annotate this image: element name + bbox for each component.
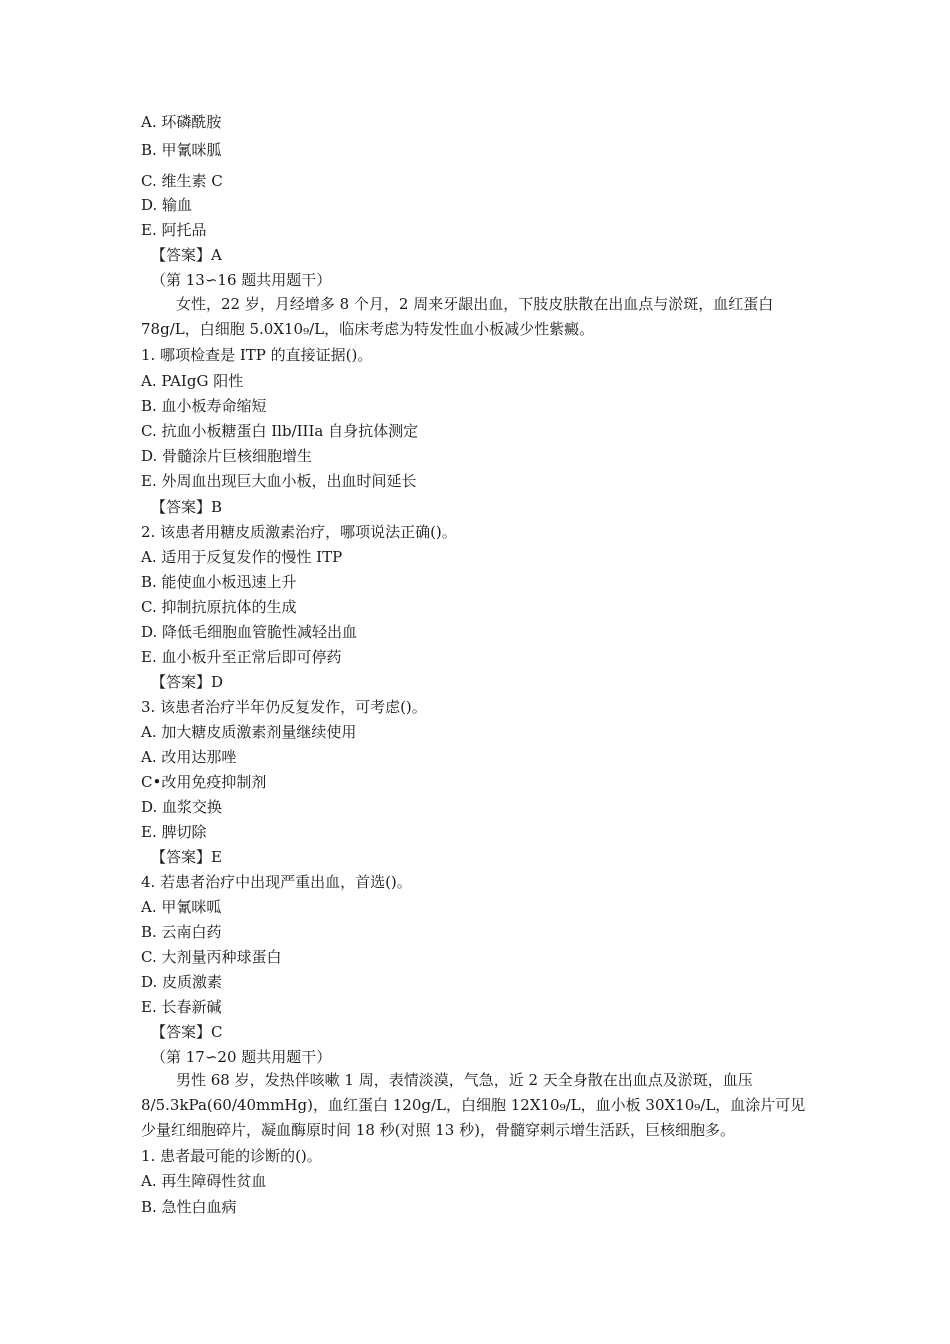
option-line: D. 血浆交换 bbox=[141, 798, 223, 816]
answer-line: 【答案】C bbox=[151, 1023, 223, 1041]
option-line: A. 甲氰咪呱 bbox=[141, 898, 222, 916]
option-line: E. 脾切除 bbox=[141, 823, 207, 841]
option-line: D. 输血 bbox=[141, 196, 193, 214]
answer-line: 【答案】B bbox=[151, 498, 223, 516]
option-line: B. 能使血小板迅速上升 bbox=[141, 573, 297, 591]
option-line: A. 环磷酰胺 bbox=[141, 113, 222, 131]
answer-line: 【答案】E bbox=[151, 848, 222, 866]
group-heading: （第 17∽20 题共用题干） bbox=[151, 1048, 332, 1066]
option-line: B. 血小板寿命缩短 bbox=[141, 397, 267, 415]
question-line: 1. 患者最可能的诊断的()。 bbox=[141, 1147, 322, 1165]
option-line: A. PAIgG 阳性 bbox=[141, 372, 244, 390]
answer-line: 【答案】D bbox=[151, 673, 224, 691]
question-line: 3. 该患者治疗半年仍反复发作，可考虑()。 bbox=[141, 698, 427, 716]
option-line: D. 骨髓涂片巨核细胞增生 bbox=[141, 447, 313, 465]
option-line: E. 血小板升至正常后即可停药 bbox=[141, 648, 342, 666]
answer-line: 【答案】A bbox=[151, 246, 222, 264]
question-line: 4. 若患者治疗中出现严重出血，首选()。 bbox=[141, 873, 412, 891]
option-line: A. 加大糖皮质激素剂量继续使用 bbox=[141, 723, 357, 741]
option-line: D. 降低毛细胞血管脆性减轻出血 bbox=[141, 623, 358, 641]
option-line: B. 急性白血病 bbox=[141, 1198, 237, 1216]
question-line: 1. 哪项检查是 ITP 的直接证据()。 bbox=[141, 346, 373, 364]
option-line: C. 大剂量丙种球蛋白 bbox=[141, 948, 282, 966]
option-line: A. 再生障碍性贫血 bbox=[141, 1172, 267, 1190]
option-line: A. 改用达那唑 bbox=[141, 748, 237, 766]
option-line: D. 皮质激素 bbox=[141, 973, 223, 991]
option-line: E. 长春新碱 bbox=[141, 998, 222, 1016]
group-heading: （第 13∽16 题共用题干） bbox=[151, 271, 332, 289]
option-line: B. 云南白药 bbox=[141, 923, 222, 941]
option-line: C. 抑制抗原抗体的生成 bbox=[141, 598, 297, 616]
case-stem: 男性 68 岁，发热伴咳嗽 1 周，表情淡漠，气急，近 2 天全身散在出血点及淤斑，血压 8/5.3kPa(60/40mmHg)，血红蛋白 120g/L，白细胞 12X10₉/L，血小板 30X10₉/L，血涂片可见少量红细胞碎片，凝血酶原时间 18 秒(对照 13 秒)，骨髓穿刺示增生活跃，巨核细胞多。 bbox=[141, 1071, 806, 1139]
option-line: C. 抗血小板糖蛋白 Ilb/IIIa 自身抗体测定 bbox=[141, 422, 419, 440]
case-stem: 女性，22 岁，月经增多 8 个月，2 周来牙龈出血，下肢皮肤散在出血点与淤斑，血红蛋白 78g/L，白细胞 5.0X10₉/L，临床考虑为特发性血小板减少性紫癜。 bbox=[141, 295, 774, 338]
option-line: B. 甲氰咪胍 bbox=[141, 141, 222, 159]
option-line: C. 维生素 C bbox=[141, 172, 223, 190]
question-line: 2. 该患者用糖皮质激素治疗，哪项说法正确()。 bbox=[141, 523, 457, 541]
option-line: E. 外周血出现巨大血小板，出血时间延长 bbox=[141, 472, 417, 490]
option-line: E. 阿托品 bbox=[141, 221, 207, 239]
option-line: A. 适用于反复发作的慢性 ITP bbox=[141, 548, 343, 566]
option-line: C•改用免疫抑制剂 bbox=[141, 773, 267, 791]
